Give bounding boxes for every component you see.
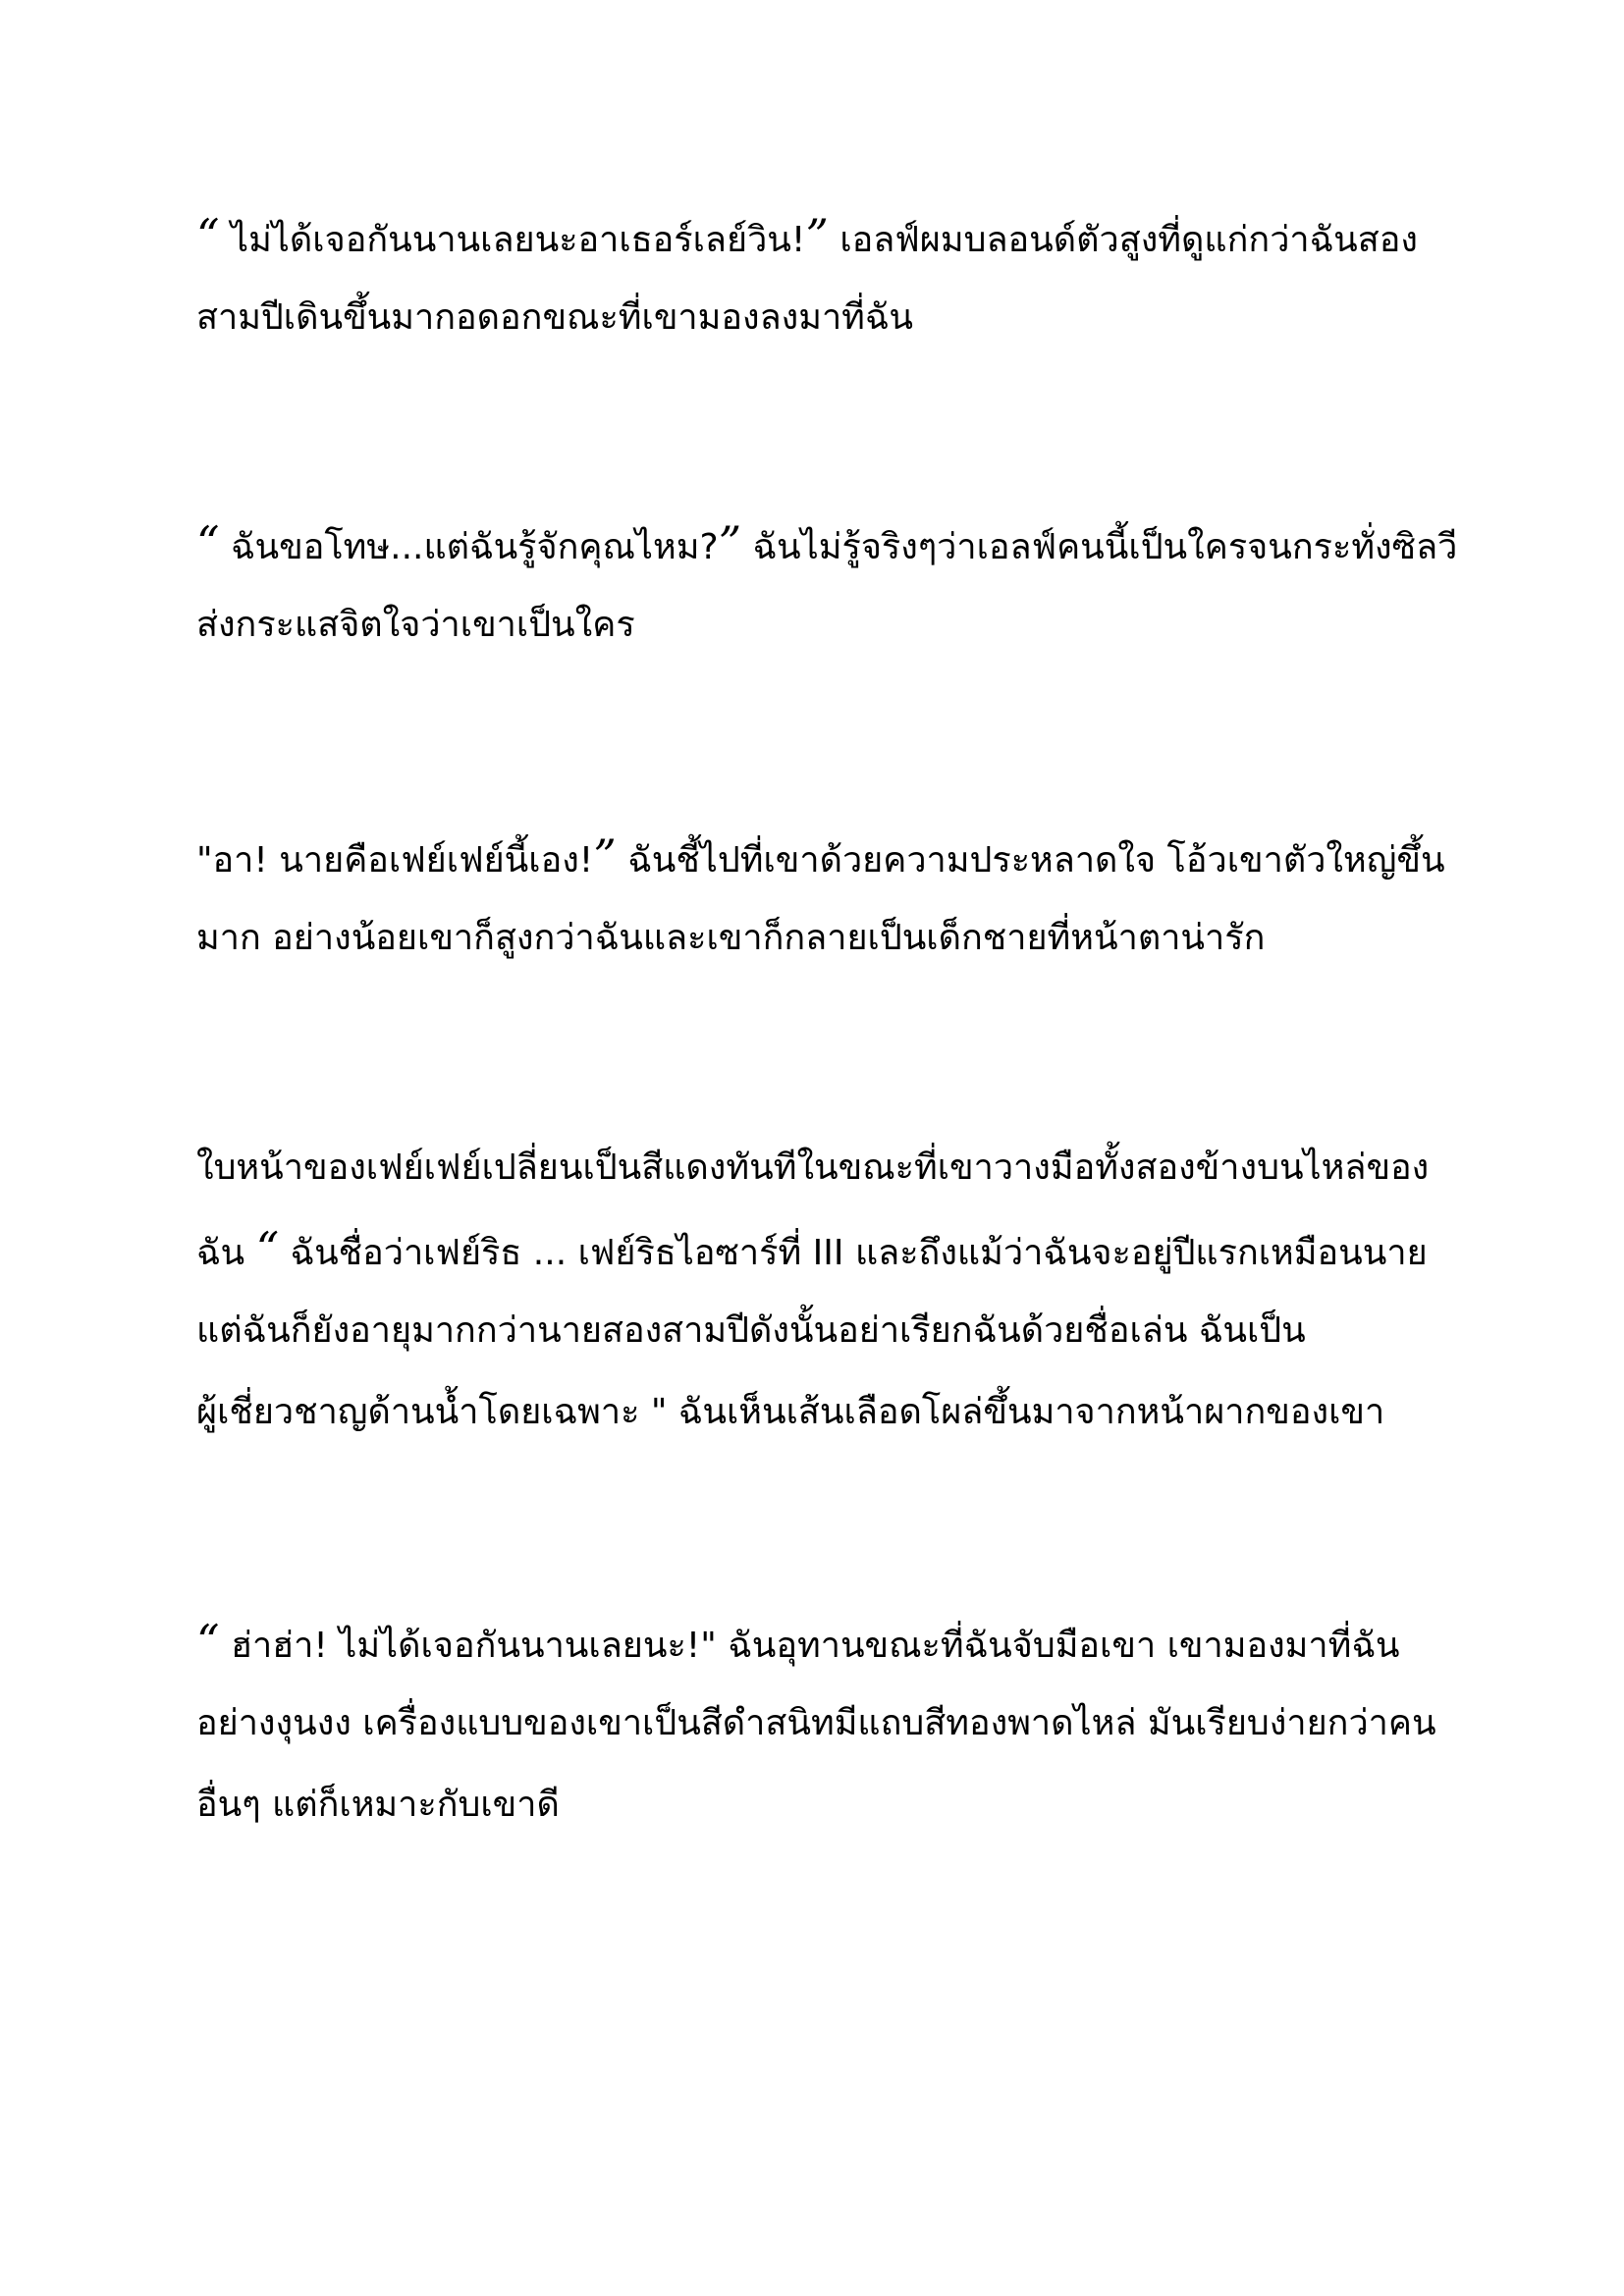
open-quote: “ — [196, 209, 220, 262]
open-quote: “ — [196, 516, 220, 569]
text-segment: ผู้เชี่ยวชาญด้านน้ำโดยเฉพาะ " ฉันเห็นเส้นเลือดโผล่ขึ้นมาจากหน้าผากของเขา — [196, 1392, 1385, 1432]
text-segment: "อา! นายคือเฟย์เฟย์นี้เอง! — [196, 840, 594, 881]
close-quote: ” — [805, 209, 829, 262]
text-segment: แต่ฉันก็ยังอายุมากกว่านายสองสามปีดังนั้นอย่าเรียกฉันด้วยชื่อเล่น ฉันเป็น — [196, 1310, 1306, 1351]
text-segment: ฮ่าฮ่า! ไม่ได้เจอกันนานเลยนะ!" ฉันอุทานขณะที่ฉันจับมือเขา เขามองมาที่ฉัน — [219, 1626, 1400, 1666]
close-quote: ” — [718, 516, 742, 569]
text-segment: ใบหน้าของเฟย์เฟย์เปลี่ยนเป็นสีแดงทันทีในขณะที่เขาวางมือทั้งสองข้างบนไหล่ของ — [196, 1148, 1430, 1188]
text-segment: อื่นๆ แต่ก็เหมาะกับเขาดี — [196, 1785, 560, 1825]
paragraph-line — [196, 1371, 1463, 1453]
text-segment: มาก อย่างน้อยเขาก็สูงกว่าฉันและเขาก็กลายเป็นเด็กชายที่หน้าตาน่ารัก — [196, 918, 1266, 958]
paragraph-line — [196, 897, 1463, 979]
text-segment: เอลฟ์ผมบลอนด์ตัวสูงที่ดูแก่กว่าฉันสอง — [828, 220, 1418, 260]
text-segment: ไม่ได้เจอกันนานเลยนะอาเธอร์เลย์วิน! — [219, 220, 806, 260]
paragraph-2 — [196, 503, 1463, 666]
open-quote: “ — [255, 1222, 280, 1275]
paragraph-line — [196, 584, 1463, 666]
paragraph-line — [196, 277, 1463, 358]
text-segment: ฉันชื่อว่าเฟย์ริธ ... เฟย์ริธไอซาร์ที่ III และถึงแม้ว่าฉันจะอยู่ปีแรกเหมือนนาย — [279, 1233, 1428, 1273]
text-segment: ฉัน — [196, 1233, 256, 1273]
paragraph-line — [196, 1208, 1463, 1290]
paragraph-line — [196, 503, 1463, 584]
paragraph-line — [196, 1764, 1463, 1845]
paragraph-line — [196, 1127, 1463, 1208]
text-segment: ฉันชี้ไปที่เขาด้วยความประหลาดใจ โอ้วเขาตัวใหญ่ขึ้น — [616, 840, 1445, 881]
text-segment: สามปีเดินขึ้นมากอดอกขณะที่เขามองลงมาที่ฉัน — [196, 297, 914, 338]
open-quote: “ — [196, 1615, 220, 1668]
paragraph-line — [196, 1682, 1463, 1764]
paragraph-1 — [196, 195, 1463, 358]
paragraph-3 — [196, 816, 1463, 979]
paragraph-line — [196, 816, 1463, 897]
paragraph-line — [196, 1601, 1463, 1682]
text-segment: ฉันขอโทษ...แต่ฉันรู้จักคุณไหม? — [219, 527, 719, 567]
text-segment: อย่างงุนงง เครื่องแบบของเขาเป็นสีดำสนิทมีแถบสีทองพาดไหล่ มันเรียบง่ายกว่าคน — [196, 1703, 1436, 1743]
text-segment: ฉันไม่รู้จริงๆว่าเอลฟ์คนนี้เป็นใครจนกระทั่งซิลวี — [741, 527, 1458, 567]
paragraph-4 — [196, 1127, 1463, 1453]
text-segment: ส่งกระแสจิตใจว่าเขาเป็นใคร — [196, 605, 635, 645]
paragraph-line — [196, 1290, 1463, 1371]
paragraph-5 — [196, 1601, 1463, 1845]
paragraph-line — [196, 195, 1463, 277]
close-quote: ” — [593, 829, 617, 882]
